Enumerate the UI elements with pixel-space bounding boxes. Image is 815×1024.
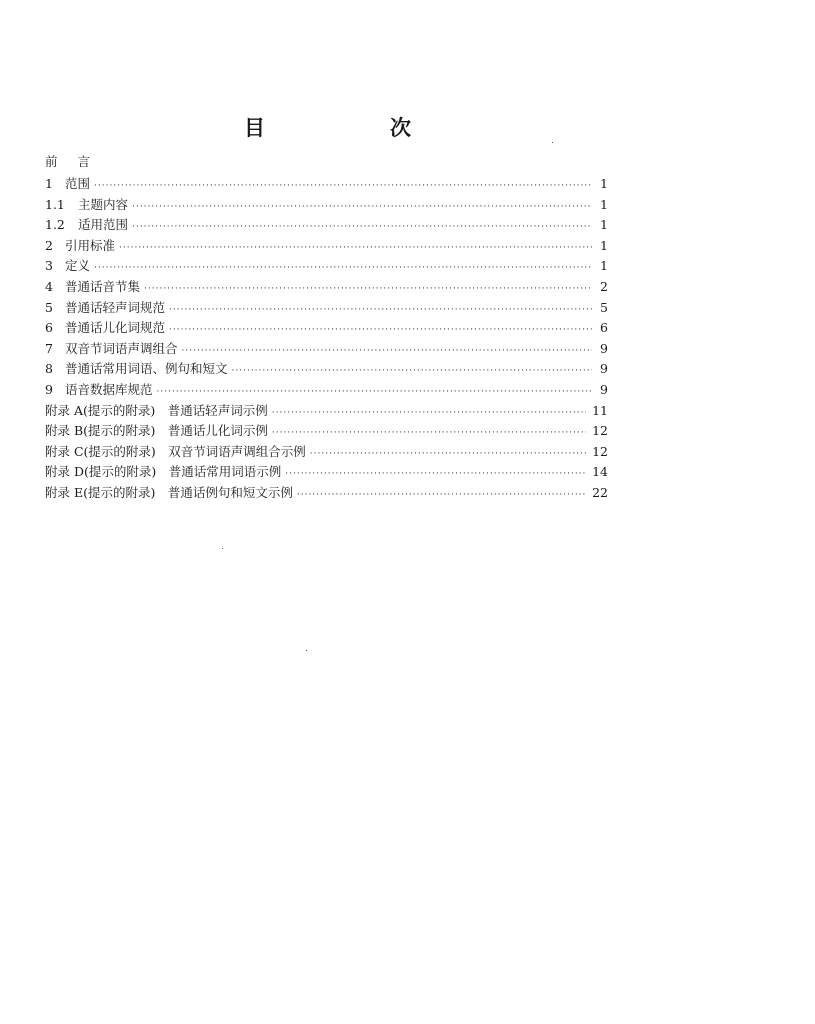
toc-entry-page: 2 xyxy=(600,278,608,294)
toc-entry-title: 主题内容 xyxy=(78,196,129,212)
toc-leader-dots xyxy=(94,258,592,279)
toc-entry-number: 1.2 xyxy=(45,217,65,233)
toc-entry-page: 1 xyxy=(600,176,608,191)
toc-entry-page: 1 xyxy=(600,196,608,212)
toc-appendix-e xyxy=(45,483,608,504)
toc-leader-dots xyxy=(310,444,586,465)
toc-entry-page: 1 xyxy=(600,217,608,233)
toc-entry-title: 普通话轻声词规范 xyxy=(65,299,166,315)
toc-leader-dots xyxy=(232,361,592,382)
toc-entry-title: 范围 xyxy=(65,176,91,191)
toc-entry-title: 语音数据库规范 xyxy=(65,381,153,397)
toc-leader-dots xyxy=(297,485,586,506)
toc-leader-dots xyxy=(132,197,592,218)
toc-entry-9 xyxy=(45,380,608,401)
toc-appendix-b xyxy=(45,421,608,442)
toc-entry-4 xyxy=(45,277,608,298)
toc-entry-5 xyxy=(45,298,608,319)
toc-entry-title: 附录 C(提示的附录) 双音节词语声调组合示例 xyxy=(45,443,306,459)
toc-entry-title: 普通话常用词语、例句和短文 xyxy=(65,361,228,377)
toc-entry-title: 适用范围 xyxy=(78,217,129,233)
toc-entry-page: 5 xyxy=(600,299,608,315)
toc-entry-number: 3 xyxy=(45,258,53,274)
toc-leader-dots xyxy=(272,423,586,444)
toc-entry-number: 1 xyxy=(45,176,53,191)
toc-leader-dots xyxy=(169,300,592,321)
toc-entry-3 xyxy=(45,256,608,277)
toc-entry-title: 普通话儿化词规范 xyxy=(65,320,166,336)
toc-entry-page: 1 xyxy=(600,237,608,253)
toc-appendix-d xyxy=(45,462,608,483)
toc-entry-page: 12 xyxy=(592,423,608,439)
toc-entry-title: 附录 E(提示的附录) 普通话例句和短文示例 xyxy=(45,484,293,500)
toc-entry-title: 引用标准 xyxy=(65,237,116,253)
page-title: 目 次 xyxy=(244,116,463,140)
toc-entry-title: 附录 B(提示的附录) 普通话儿化词示例 xyxy=(45,423,268,439)
toc-entry-page: 9 xyxy=(600,381,608,397)
toc-leader-dots xyxy=(272,403,586,424)
toc-entry-page: 1 xyxy=(600,258,608,274)
toc-entry-page: 12 xyxy=(592,443,608,459)
toc-entry-page: 11 xyxy=(592,402,608,418)
toc-entry-page: 9 xyxy=(600,361,608,377)
toc-entry-number: 4 xyxy=(45,278,53,294)
toc-leader-dots xyxy=(169,320,592,341)
toc-leader-dots xyxy=(94,176,592,197)
toc-entry-number: 6 xyxy=(45,320,53,336)
toc-entry-page: 6 xyxy=(600,320,608,336)
toc-entry-1 xyxy=(45,174,608,195)
toc-entry-title: 附录 D(提示的附录) 普通话常用词语示例 xyxy=(45,464,282,480)
scan-speck xyxy=(222,548,223,549)
toc-entry-title: 普通话音节集 xyxy=(65,278,141,294)
toc-entry-1-1 xyxy=(45,195,608,216)
scan-speck xyxy=(552,142,553,143)
scan-speck xyxy=(306,650,307,651)
toc-entry-page: 14 xyxy=(592,464,608,480)
toc-entry-number: 2 xyxy=(45,237,53,253)
toc-entry-number: 8 xyxy=(45,361,53,377)
toc-leader-dots xyxy=(144,279,592,300)
toc-entry-7 xyxy=(45,339,608,360)
toc-entry-title: 定义 xyxy=(65,258,91,274)
toc-entry-8 xyxy=(45,359,608,380)
toc-entry-number: 7 xyxy=(45,340,53,356)
toc-entry-title: 附录 A(提示的附录) 普通话轻声词示例 xyxy=(45,402,268,418)
toc-appendix-a xyxy=(45,401,608,422)
toc-appendix-c xyxy=(45,442,608,463)
toc-leader-dots xyxy=(132,217,592,238)
toc-entry-6 xyxy=(45,318,608,339)
table-of-contents xyxy=(45,174,608,504)
toc-leader-dots xyxy=(119,238,592,259)
toc-leader-dots xyxy=(285,464,586,485)
toc-entry-1-2 xyxy=(45,215,608,236)
toc-entry-number: 1.1 xyxy=(45,196,65,212)
toc-entry-title: 双音节词语声调组合 xyxy=(65,340,178,356)
toc-entry-number: 9 xyxy=(45,381,53,397)
toc-entry-page: 9 xyxy=(600,340,608,356)
toc-entry-2 xyxy=(45,236,608,257)
toc-preface: 前 言 xyxy=(45,154,98,169)
toc-entry-number: 5 xyxy=(45,299,53,315)
toc-leader-dots xyxy=(182,341,592,362)
toc-entry-page: 22 xyxy=(592,484,608,500)
toc-leader-dots xyxy=(157,382,592,403)
